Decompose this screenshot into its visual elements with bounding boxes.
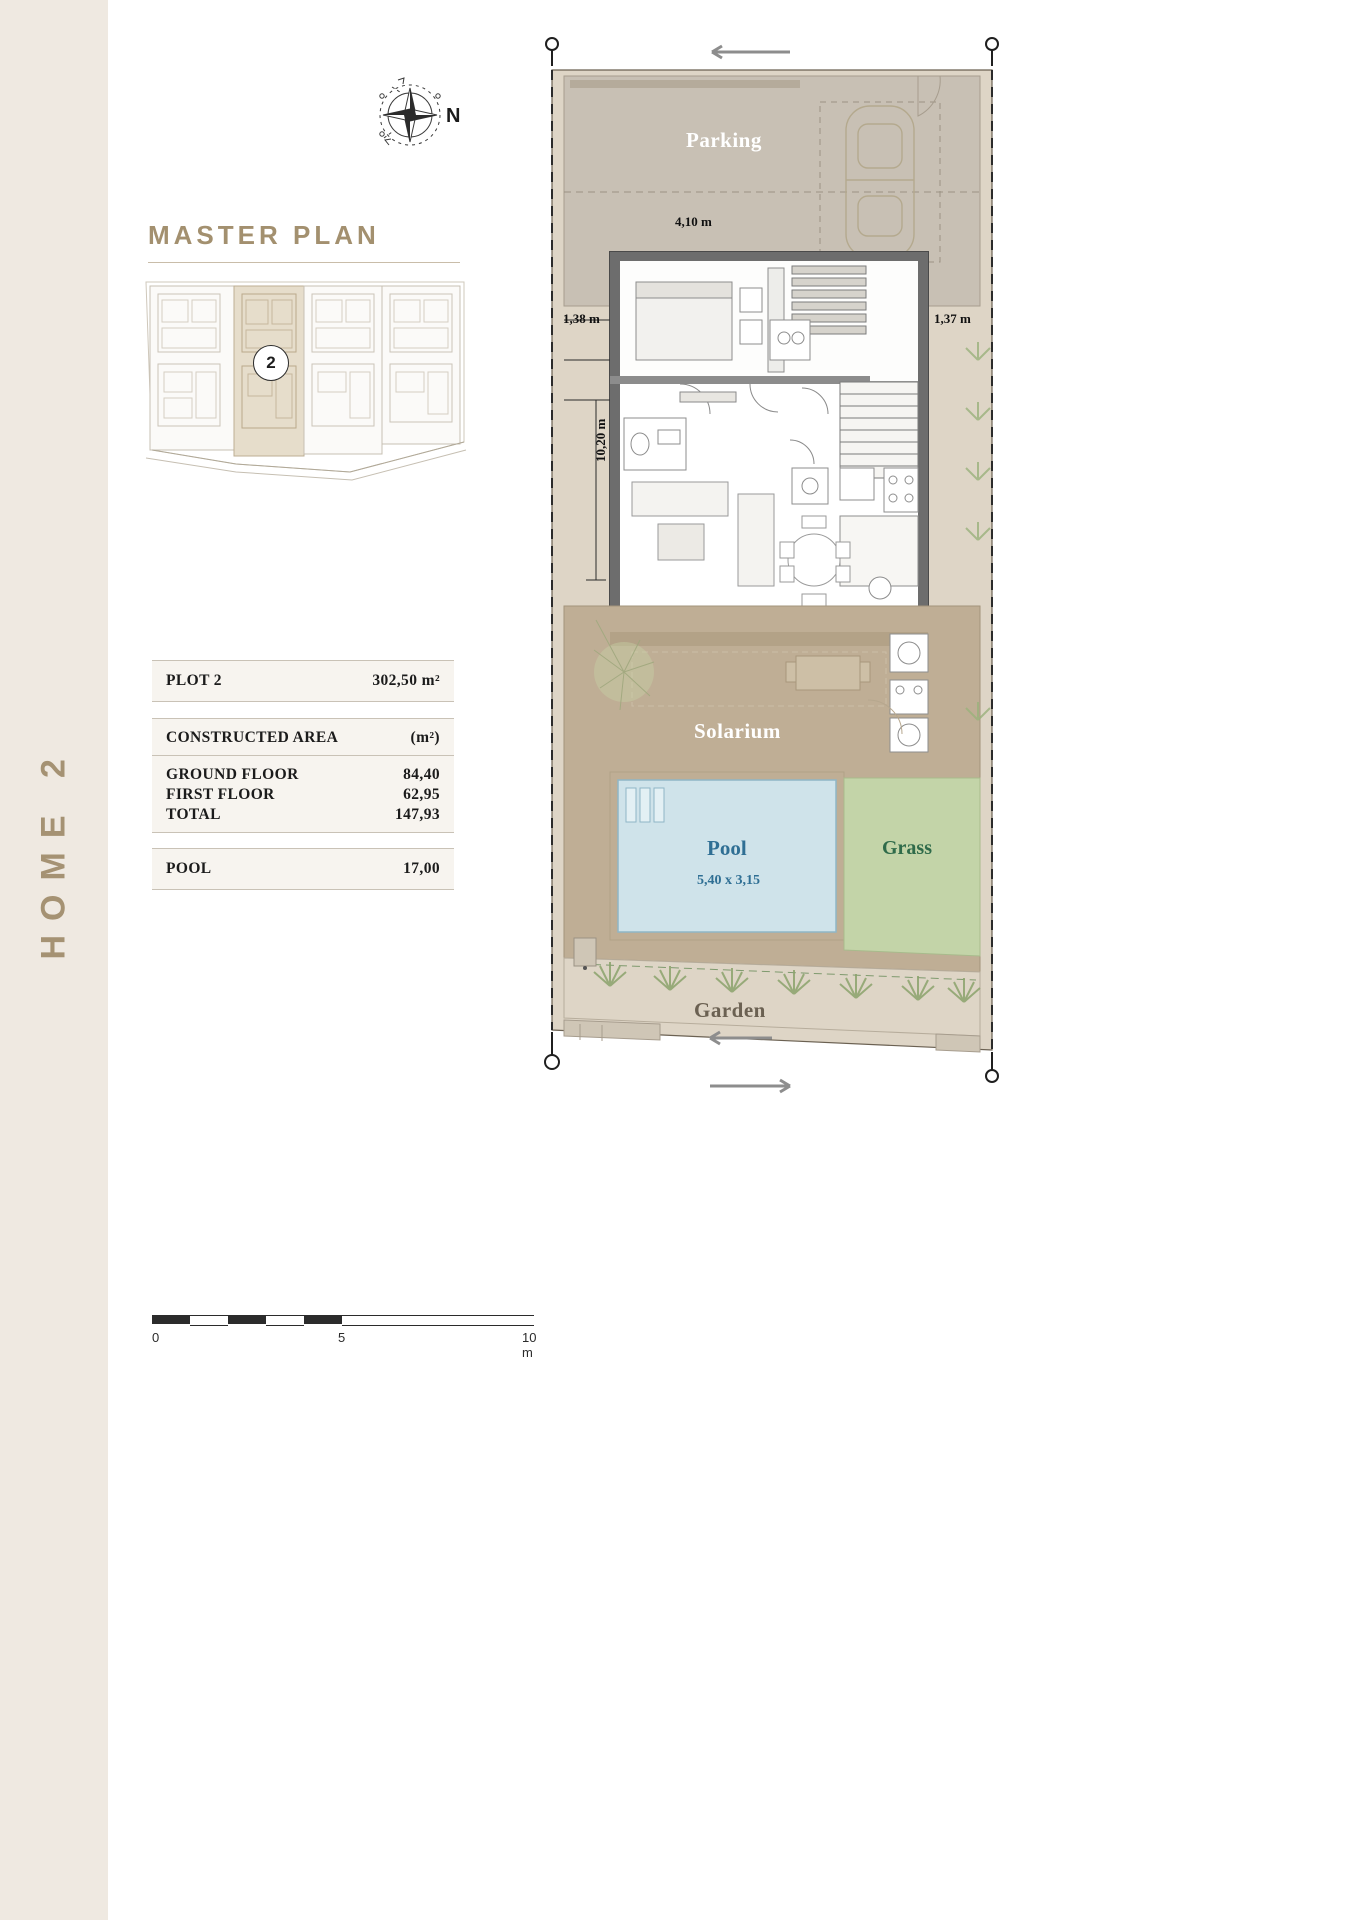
scale-tick-5: 5 xyxy=(338,1330,346,1345)
master-plan-title: MASTER PLAN xyxy=(148,220,380,250)
plan-label-solarium: Solarium xyxy=(694,719,781,743)
scale-bar xyxy=(152,1315,542,1360)
table-row xyxy=(166,806,440,824)
plan-label-garden: Garden xyxy=(694,998,766,1022)
master-plan-thumbnail[interactable] xyxy=(140,272,470,522)
pool-table xyxy=(152,848,454,890)
scale-tick-0: 0 xyxy=(152,1330,160,1345)
first-floor-label: FIRST FLOOR xyxy=(166,786,275,803)
plan-label-grass: Grass xyxy=(882,837,932,859)
ground-floor-value: 84,40 xyxy=(403,766,440,783)
total-value: 147,93 xyxy=(394,806,440,823)
plot-table xyxy=(152,660,454,702)
dimension-left: 1,38 m xyxy=(563,311,600,326)
plot-label: PLOT 2 xyxy=(166,672,222,689)
scale-tick-10: 10 m xyxy=(522,1330,537,1360)
plot-value: 302,50 m² xyxy=(372,672,440,689)
dimension-top: 4,10 m xyxy=(675,214,712,229)
plan-label-pool: Pool xyxy=(707,836,747,860)
site-plan-drawing xyxy=(540,20,1020,1100)
constructed-area-unit: (m²) xyxy=(410,729,440,746)
constructed-area-table xyxy=(152,718,454,833)
first-floor-value: 62,95 xyxy=(403,786,440,803)
left-sidebar-band xyxy=(0,0,108,1920)
plan-label-pool-dimensions: 5,40 x 3,15 xyxy=(697,873,760,888)
total-label: TOTAL xyxy=(166,806,221,823)
plan-label-parking: Parking xyxy=(686,128,762,152)
ground-floor-label: GROUND FLOOR xyxy=(166,766,299,783)
compass-rose xyxy=(362,70,472,160)
pool-label: POOL xyxy=(166,860,212,877)
master-plan-divider xyxy=(148,262,460,263)
page-side-title: HOME 2 xyxy=(34,745,73,960)
pool-value: 17,00 xyxy=(403,860,440,877)
compass-north-label: N xyxy=(446,105,461,127)
table-row xyxy=(166,766,440,784)
constructed-area-label: CONSTRUCTED AREA xyxy=(166,729,339,746)
table-row xyxy=(166,786,440,804)
dimension-vertical: 10,20 m xyxy=(593,418,608,462)
master-plan-selected-badge[interactable]: 2 xyxy=(253,345,289,381)
dimension-right: 1,37 m xyxy=(934,311,971,326)
